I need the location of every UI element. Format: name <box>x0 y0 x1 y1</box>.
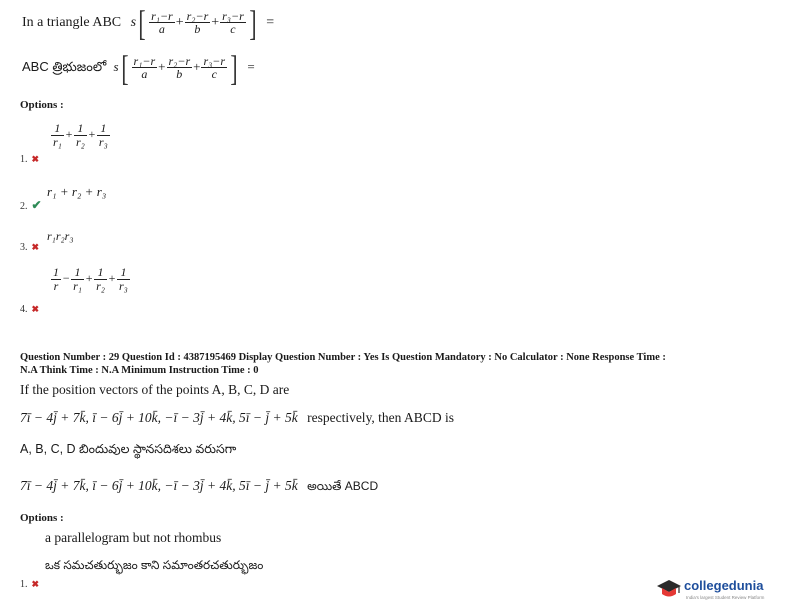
reciprocal-fraction <box>97 122 110 149</box>
option-4-marker <box>20 299 39 317</box>
semiperimeter-s: s <box>113 58 119 74</box>
option-number: 1. <box>20 579 28 590</box>
fraction-1-denominator: a <box>141 67 148 82</box>
fraction-denominator: r₁ <box>53 134 62 149</box>
fraction-denominator: r₃ <box>98 134 108 149</box>
question-28-options-label: Options : <box>20 99 64 111</box>
reciprocal-fraction <box>51 122 64 149</box>
fraction-numerator: 1 <box>74 122 87 136</box>
fraction-numerator: 1 <box>71 266 84 280</box>
option-1-english: a parallelogram but not rhombus <box>45 530 222 545</box>
option-3-marker <box>20 237 39 255</box>
question-29-telugu-vectors-line <box>20 478 378 496</box>
fraction-1 <box>132 55 158 82</box>
option-3-expression: r₁r₂r₃ <box>47 229 74 243</box>
option-number: 2. <box>20 201 28 212</box>
left-bracket: [ <box>138 3 146 43</box>
fraction-2-denominator: b <box>194 22 201 37</box>
fraction-2-numerator: r₂−r <box>168 53 191 68</box>
minus-sign: − <box>62 271 71 286</box>
question-28-english-prefix: In a triangle ABC <box>22 15 122 31</box>
position-vectors: 7ī − 4j̄ + 7k̄, ī − 6j̄ + 10k̄, −ī − 3j̄ + 4k̄, 5ī − j̄ + 5k̄ <box>20 478 298 493</box>
question-28-english-line <box>22 3 275 43</box>
fraction-1-denominator: a <box>158 22 165 37</box>
fraction-3-denominator: c <box>230 22 236 37</box>
option-1-marker <box>20 574 39 592</box>
reciprocal-fraction <box>94 266 107 293</box>
option-1-marker <box>20 149 39 167</box>
reciprocal-fraction <box>51 266 61 293</box>
fraction-numerator: 1 <box>53 265 59 279</box>
question-29-english-vectors-line <box>20 410 454 426</box>
left-bracket: [ <box>120 48 129 88</box>
position-vectors: 7ī − 4j̄ + 7k̄, ī − 6j̄ + 10k̄, −ī − 3j̄ + 4k̄, 5ī − j̄ + 5k̄ <box>20 410 298 425</box>
fraction-1 <box>149 10 175 37</box>
plus-sign: + <box>107 271 117 286</box>
option-4-expression <box>50 266 131 293</box>
option-number: 1. <box>20 154 28 165</box>
plus-sign: + <box>211 15 220 31</box>
fraction-2 <box>167 55 193 82</box>
plus-sign: + <box>158 58 166 74</box>
question-29-telugu-suffix: అయితే ABCD <box>307 479 379 493</box>
semiperimeter-s: s <box>130 15 137 31</box>
plus-sign: + <box>193 58 201 74</box>
plus-sign: + <box>87 127 96 142</box>
fraction-denominator: r₂ <box>75 134 85 149</box>
question-29-options-label: Options : <box>20 512 64 524</box>
fraction-3-numerator: r₃−r <box>222 8 244 23</box>
reciprocal-fraction <box>71 266 84 293</box>
wrong-icon: ✖ <box>31 242 40 252</box>
graduation-cap-icon <box>656 578 682 600</box>
question-28-telugu-line <box>22 48 255 88</box>
q28-option-4[interactable] <box>20 265 180 315</box>
reciprocal-fraction <box>74 122 87 149</box>
fraction-2 <box>185 10 211 37</box>
question-29-english-suffix: respectively, then ABCD is <box>307 410 454 425</box>
wrong-icon: ✖ <box>31 304 40 314</box>
q28-option-3[interactable] <box>20 227 160 253</box>
question-29-meta-line-2: N.A Think Time : N.A Minimum Instruction Time : 0 <box>20 365 259 376</box>
fraction-3-numerator: r₃−r <box>203 53 226 68</box>
option-number: 4. <box>20 304 28 315</box>
brand-tagline: India's largest Student Review Platform <box>686 595 765 600</box>
reciprocal-fraction <box>117 266 130 293</box>
right-bracket: ] <box>249 3 257 43</box>
brand-name: collegedunia <box>684 578 764 593</box>
wrong-icon: ✖ <box>31 154 40 164</box>
fraction-2-numerator: r₂−r <box>186 8 209 23</box>
fraction-numerator: 1 <box>94 266 107 280</box>
fraction-denominator: r <box>53 278 59 293</box>
fraction-numerator: 1 <box>97 122 110 136</box>
fraction-3 <box>220 10 246 37</box>
question-29-telugu-text: A, B, C, D బిందువుల స్థానసదిశలు వరుసగా <box>20 442 237 456</box>
plus-sign: + <box>64 127 73 142</box>
fraction-numerator: 1 <box>117 266 130 280</box>
option-1-telugu: ఒక సమచతుర్భుజం కాని సమాంతరచతుర్భుజం <box>45 558 264 572</box>
option-1-expression <box>50 122 111 149</box>
q28-option-1[interactable] <box>20 122 160 164</box>
plus-sign: + <box>175 15 184 31</box>
fraction-denominator: r₁ <box>73 278 82 293</box>
collegedunia-logo <box>656 575 786 605</box>
equals-sign: = <box>266 15 275 31</box>
equals-sign: = <box>247 58 255 74</box>
right-bracket: ] <box>230 48 238 88</box>
correct-check-icon: ✔ <box>31 198 42 212</box>
option-number: 3. <box>20 242 28 253</box>
fraction-denominator: r₃ <box>119 278 128 293</box>
question-29-meta-line-1: Question Number : 29 Question Id : 4387195469 Display Question Number : Yes Is Question Mandatory : No Calculator : None Response Time : <box>20 352 666 363</box>
question-28-telugu-prefix: ABC త్రిభుజంలో <box>22 58 107 74</box>
q28-option-2[interactable] <box>20 184 160 212</box>
fraction-3-denominator: c <box>211 67 217 82</box>
fraction-numerator: 1 <box>51 122 64 136</box>
wrong-icon: ✖ <box>31 579 40 589</box>
question-29-english-text: If the position vectors of the points A, B, C, D are <box>20 382 290 397</box>
q29-option-1[interactable] <box>20 530 380 590</box>
fraction-1-numerator: r₁−r <box>133 53 156 68</box>
fraction-1-numerator: r₁−r <box>151 8 173 23</box>
fraction-3 <box>201 55 227 82</box>
plus-sign: + <box>84 271 94 286</box>
option-2-expression: r₁ + r₂ + r₃ <box>47 184 107 199</box>
fraction-denominator: r₂ <box>96 278 105 293</box>
option-2-marker <box>20 196 42 214</box>
fraction-2-denominator: b <box>176 67 183 82</box>
